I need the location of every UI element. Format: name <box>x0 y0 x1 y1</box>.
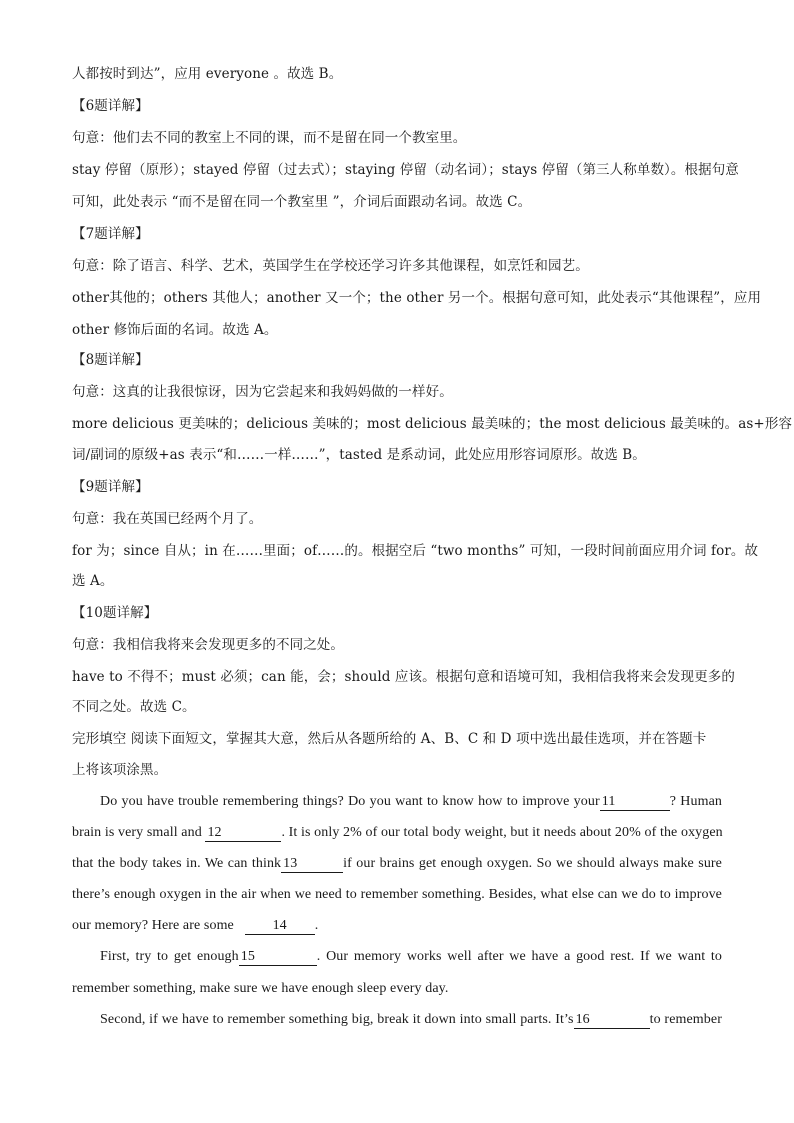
passage-line: Second, if we have to remember something big, break it down into small parts. It’s 16 to remember <box>100 1012 722 1027</box>
passage-line: our memory? Here are some 14 . <box>72 918 319 933</box>
passage-line: First, try to get enough 15 . Our memory works well after we have a good rest. If we want to <box>100 949 722 964</box>
question-8-heading: 【8题详解】 <box>72 352 149 368</box>
passage-line: that the body takes in. We can think 13 if our brains get enough oxygen. So we should always make sure <box>72 856 722 871</box>
passage-line: Do you have trouble remembering things? Do you want to know how to improve your 11 ? Human <box>100 794 722 809</box>
text-line: 句意：我相信我将来会发现更多的不同之处。 <box>72 637 344 653</box>
text-line: have to 不得不；must 必须；can 能，会；should 应该。根据句意和语境可知，我相信我将来会发现更多的 <box>72 669 735 685</box>
text-line: 选 A。 <box>72 573 114 589</box>
text-line: 人都按时到达”，应用 everyone 。故选 B。 <box>72 66 343 82</box>
question-9-heading: 【9题详解】 <box>72 479 149 495</box>
passage-line: remember something, make sure we have enough sleep every day. <box>72 981 449 996</box>
text-line: 句意：他们去不同的教室上不同的课，而不是留在同一个教室里。 <box>72 130 467 146</box>
text-line: 不同之处。故选 C。 <box>72 699 196 715</box>
text-line: 句意：我在英国已经两个月了。 <box>72 511 263 527</box>
text-line: for 为；since 自从；in 在……里面；of……的。根据空后 “two months” 可知，一段时间前面应用介词 for。故 <box>72 543 759 559</box>
blank-16[interactable]: 16 <box>574 1012 650 1029</box>
text-line: 句意：除了语言、科学、艺术，英国学生在学校还学习许多其他课程，如烹饪和园艺。 <box>72 258 589 274</box>
passage-line: there’s enough oxygen in the air when we need to remember something. Besides, what else can we do to improve <box>72 887 722 902</box>
passage-line: brain is very small and 12 . It is only 2% of our total body weight, but it needs about 20% of the oxygen <box>72 825 723 840</box>
text-line: other其他的；others 其他人；another 又一个；the other 另一个。根据句意可知，此处表示“其他课程”，应用 <box>72 290 762 306</box>
cloze-instructions-cont: 上将该项涂黑。 <box>72 762 168 778</box>
blank-15[interactable]: 15 <box>239 949 317 966</box>
text-line: 可知，此处表示 “而不是留在同一个教室里 ”，介词后面跟动名词。故选 C。 <box>72 194 532 210</box>
text-line: 词/副词的原级+as 表示“和……一样……”，tasted 是系动词，此处应用形容词原形。故选 B。 <box>72 447 646 463</box>
text-line: other 修饰后面的名词。故选 A。 <box>72 322 278 338</box>
blank-13[interactable]: 13 <box>281 856 343 873</box>
cloze-instructions: 完形填空 阅读下面短文，掌握其大意，然后从各题所给的 A、B、C 和 D 项中选出最佳选项，并在答题卡 <box>72 731 707 747</box>
text-line: 句意：这真的让我很惊讶，因为它尝起来和我妈妈做的一样好。 <box>72 384 453 400</box>
question-6-heading: 【6题详解】 <box>72 98 149 114</box>
blank-12[interactable]: 12 <box>205 825 281 842</box>
text-line: stay 停留（原形）；stayed 停留（过去式）；staying 停留（动名词）；stays 停留（第三人称单数）。根据句意 <box>72 162 739 178</box>
blank-11[interactable]: 11 <box>600 794 670 811</box>
question-7-heading: 【7题详解】 <box>72 226 149 242</box>
question-10-heading: 【10题详解】 <box>72 605 158 621</box>
blank-14[interactable]: 14 <box>245 918 315 935</box>
text-line: more delicious 更美味的；delicious 美味的；most delicious 最美味的；the most delicious 最美味的。as+形容 <box>72 416 793 432</box>
